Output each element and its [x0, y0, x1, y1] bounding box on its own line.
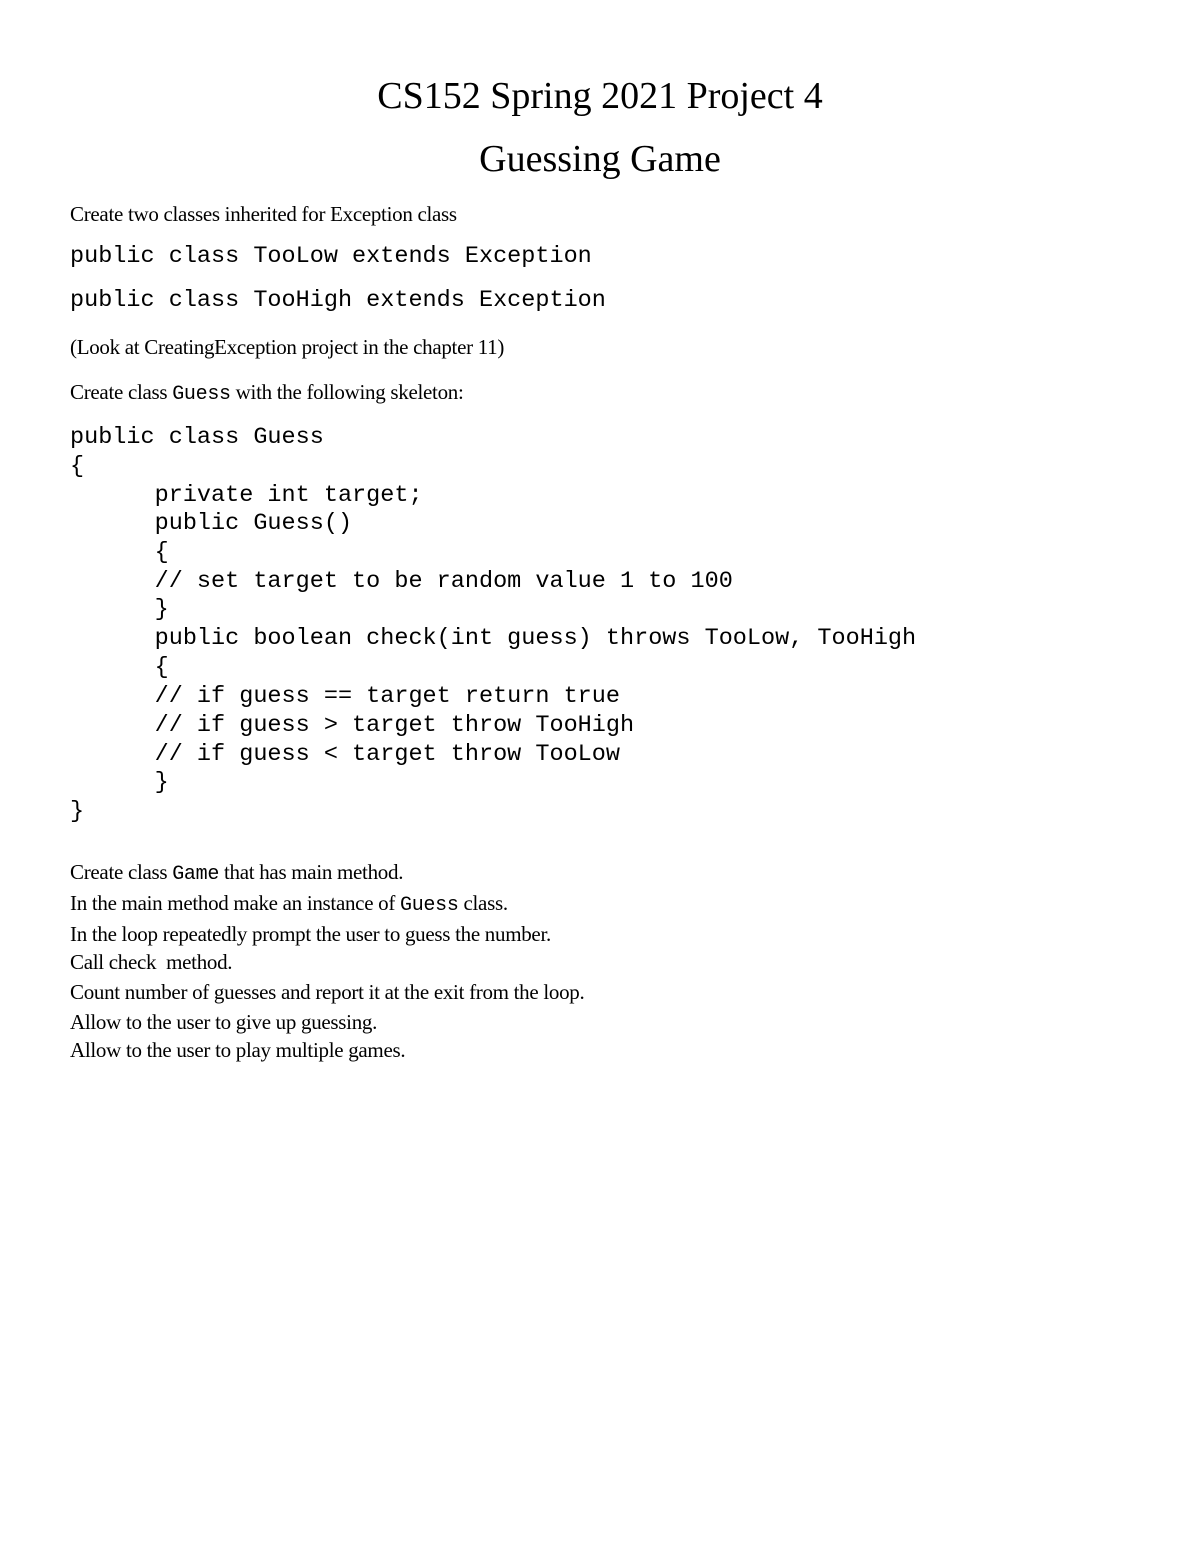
code-line: // if guess < target throw TooLow: [70, 741, 620, 768]
instruction-count: Count number of guesses and report it at the exit from the loop.: [70, 980, 585, 1004]
game-class-name: Game: [172, 863, 220, 886]
instruction-call-check: [70, 949, 232, 975]
reference-note: (Look at CreatingException project in the chapter 11): [70, 335, 505, 359]
instruction-multiple-games: Allow to the user to play multiple games.: [70, 1038, 406, 1062]
code-line: public Guess(): [70, 510, 353, 537]
instruction-suffix: method.: [156, 950, 233, 974]
instruction-prefix: Create class: [70, 860, 173, 884]
toohigh-declaration: public class TooHigh extends Exception: [70, 287, 606, 314]
document-subtitle: Guessing Game: [479, 138, 721, 180]
code-line: // set target to be random value 1 to 100: [70, 568, 733, 595]
instruction-give-up: Allow to the user to give up guessing.: [70, 1010, 378, 1034]
code-line: public boolean check(int guess) throws TooLow, TooHigh: [70, 625, 917, 652]
code-line: public class Guess: [70, 424, 324, 451]
toolow-declaration: public class TooLow extends Exception: [70, 243, 592, 270]
document-title: CS152 Spring 2021 Project 4: [377, 75, 823, 117]
code-line: // if guess == target return true: [70, 683, 620, 710]
code-line: }: [70, 596, 169, 623]
code-line: {: [70, 654, 169, 681]
intro-text: Create two classes inherited for Exception class: [70, 202, 457, 226]
instruction-suffix: that has main method.: [219, 860, 404, 884]
instruction-instance: [70, 890, 508, 919]
code-line: }: [70, 769, 169, 796]
code-line: }: [70, 798, 85, 825]
instruction-prefix: Call: [70, 950, 109, 974]
guess-intro-prefix: Create class: [70, 380, 173, 404]
code-line: {: [70, 539, 169, 566]
guess-class-intro: [70, 379, 464, 408]
code-line: private int target;: [70, 482, 423, 509]
code-line: {: [70, 453, 85, 480]
guess-class-name: Guess: [172, 383, 231, 406]
instruction-create-game: [70, 859, 403, 888]
code-line: // if guess > target throw TooHigh: [70, 712, 635, 739]
instruction-loop: In the loop repeatedly prompt the user to guess the number.: [70, 922, 551, 946]
instruction-prefix: In the main method make an instance of: [70, 891, 401, 915]
instruction-suffix: class.: [458, 891, 508, 915]
guess-class-name: Guess: [400, 894, 459, 917]
guess-intro-suffix: with the following skeleton:: [230, 380, 464, 404]
check-method-name: check: [108, 950, 157, 974]
